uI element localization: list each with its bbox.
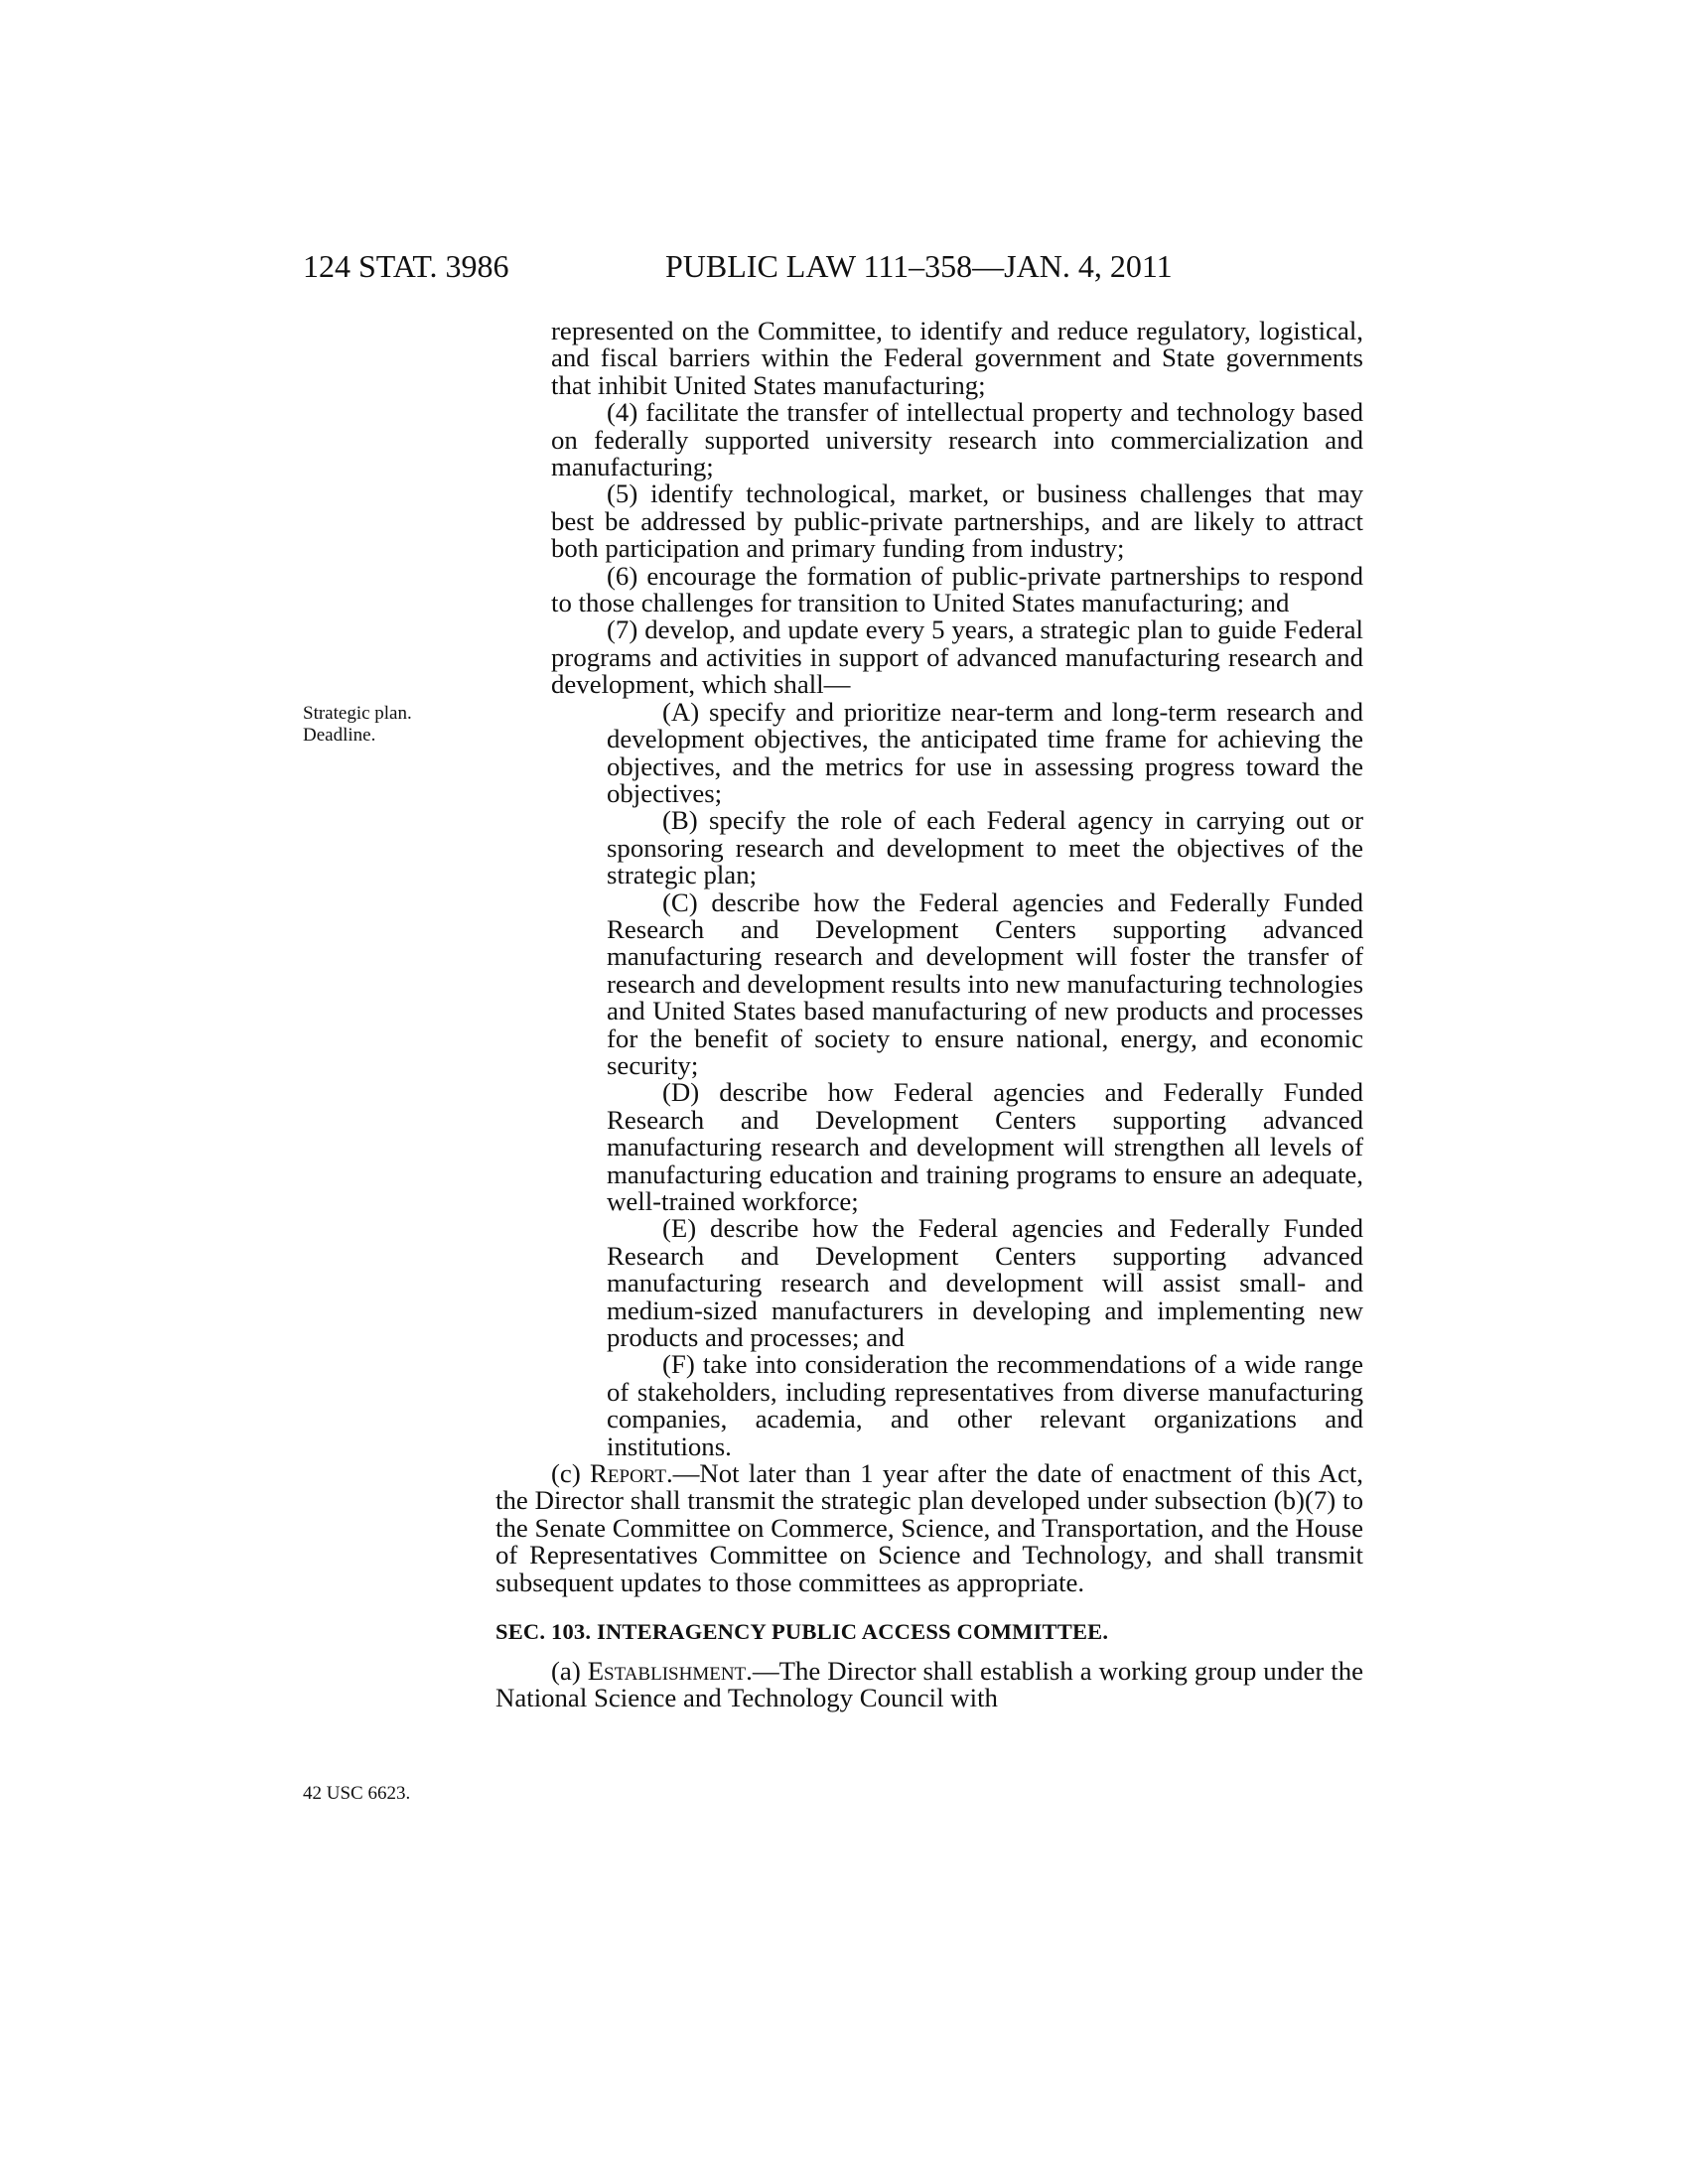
paragraph-4: (4) facilitate the transfer of intellectual property and technology based on federally supported university research into commercialization and manufacturing; (551, 397, 1363, 482)
margin-note-line: Deadline. (303, 725, 376, 746)
subsection-label: (a) (551, 1655, 588, 1686)
section-heading: SEC. 103. INTERAGENCY PUBLIC ACCESS COMMITTEE. (495, 1619, 1109, 1645)
statute-body (495, 318, 1363, 1711)
paragraph-6: (6) encourage the formation of public-private partnerships to respond to those challenges for transition to United States manufacturing; and (551, 560, 1363, 618)
paragraph-7: (7) develop, and update every 5 years, a strategic plan to guide Federal programs and activities in support of advanced manufacturing research and development, which shall— (551, 614, 1363, 700)
statute-page-number: 124 STAT. 3986 (303, 248, 509, 284)
subsection-a-establishment (495, 1655, 1363, 1712)
subparagraph-C: (C) describe how the Federal agencies and Federally Funded Research and Development Centers supporting advanced manufacturing research and development will foster the transfer of research and development results into new manufacturing technologies and United States based manufacturing of new products and processes for the benefit of society to ensure national, energy, and economic security; (607, 887, 1363, 1080)
paragraph-3-continued: represented on the Committee, to identify and reduce regulatory, logistical, and fiscal barriers within the Federal government and State governments that inhibit United States manufacturing; (551, 316, 1363, 400)
subsection-heading: Establishment (587, 1655, 747, 1686)
subsection-text: .—Not later than 1 year after the date of enactment of this Act, the Director shall transmit the strategic plan developed under subsection (b)(7) to the Senate Committee on Commerce, Science, and Transportation, and the House of Representatives Committee on Science and Technology, and shall transmit subsequent updates to those committees as appropriate. (495, 1458, 1363, 1597)
subparagraph-B: (B) specify the role of each Federal agency in carrying out or sponsoring research and development to meet the objectives of the strategic plan; (607, 805, 1363, 890)
subparagraph-D: (D) describe how Federal agencies and Federally Funded Research and Development Centers supporting advanced manufacturing research and development will strengthen all levels of manufacturing education and training programs to ensure an adequate, well-trained workforce; (607, 1077, 1363, 1216)
subsection-text: .—The Director shall establish a working group under the National Science and Technology Council with (495, 1655, 1363, 1712)
subsection-label: (c) (551, 1458, 591, 1489)
margin-note-line: Strategic plan. (303, 703, 412, 724)
subparagraph-F: (F) take into consideration the recommendations of a wide range of stakeholders, including representatives from diverse manufacturing companies, academia, and other relevant organizations and institutions. (607, 1349, 1363, 1461)
subparagraph-A: (A) specify and prioritize near-term and long-term research and development objectives, the anticipated time frame for achieving the objectives, and the metrics for use in assessing progress toward the objectives; (607, 696, 1363, 808)
subsection-heading: Report (590, 1458, 666, 1489)
subsection-c-report (495, 1460, 1363, 1596)
margin-note-strategic-plan (303, 703, 472, 747)
subparagraph-E: (E) describe how the Federal agencies and Federally Funded Research and Development Centers supporting advanced manufacturing research and development will assist small- and medium-sized manufacturers in developing and implementing new products and processes; and (607, 1213, 1363, 1353)
paragraph-5: (5) identify technological, market, or business challenges that may best be addressed by public-private partnerships, and are likely to attract both participation and primary funding from industry; (551, 478, 1363, 564)
page-header (0, 248, 1688, 288)
running-title: PUBLIC LAW 111–358—JAN. 4, 2011 (665, 248, 1173, 284)
margin-note-usc-citation: 42 USC 6623. (303, 1783, 411, 1804)
